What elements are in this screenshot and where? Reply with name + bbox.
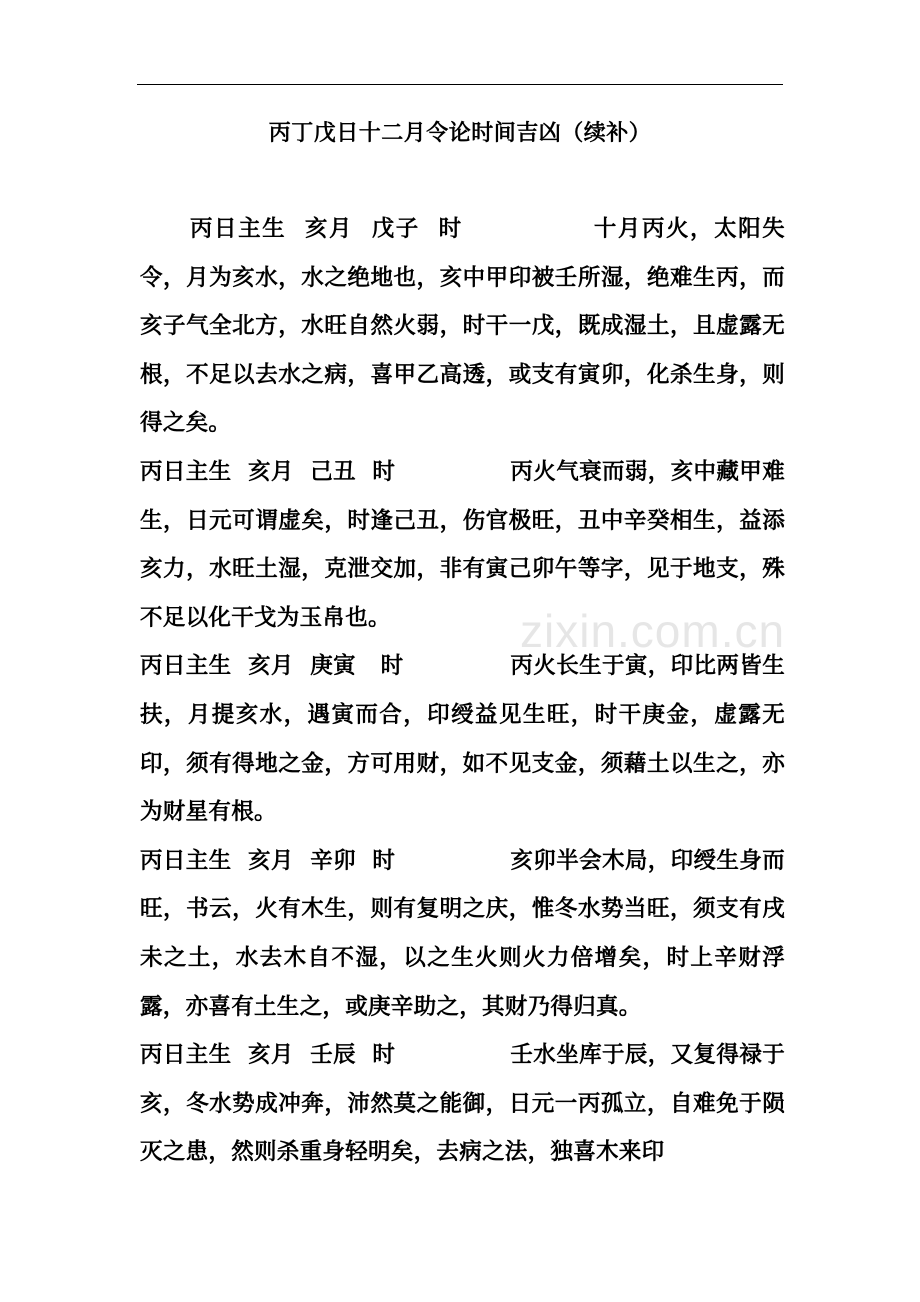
entry-text: 丙火长生于寅，印比两皆生扶，月提亥水，遇寅而合，印绶益见生旺，时干庚金，虚露无印，须有得地之金，方可用财，如不见支金，须藉土以生之，亦为财星有根。 (140, 653, 785, 826)
entry-heading: 丙日主生 亥月 壬辰 时 (140, 1042, 511, 1069)
top-rule (137, 84, 783, 85)
document-body (140, 205, 785, 1177)
entry-xinmao (140, 837, 785, 1031)
entry-heading: 丙日主生 亥月 庚寅 时 (140, 653, 511, 680)
entry-renchen (140, 1031, 785, 1177)
entry-gengyin (140, 642, 785, 836)
entry-heading: 丙日主生 亥月 己丑 时 (140, 458, 511, 485)
entry-text: 壬水坐库于辰，又复得禄于亥，冬水势成冲奔，沛然莫之能御，日元一丙孤立，自难免于陨灭之患，然则杀重身轻明矣，去病之法，独喜木来印 (140, 1042, 785, 1166)
entry-wuzi (140, 205, 785, 448)
watermark: zixin.com.cn (520, 605, 786, 657)
document-title: 丙丁戊日十二月令论时间吉凶（续补） (268, 121, 652, 146)
entry-text: 亥卯半会木局，印绶生身而旺，书云，火有木生，则有复明之庆，惟冬水势当旺，须支有戌未之土，水去木自不湿，以之生火则火力倍增矣，时上辛财浮露，亦喜有土生之，或庚辛助之，其财乃得归真。 (140, 847, 785, 1020)
entry-heading: 丙日主生 亥月 辛卯 时 (140, 847, 511, 874)
entry-text: 十月丙火，太阳失令，月为亥水，水之绝地也，亥中甲印被壬所湿，绝难生丙，而亥子气全北方，水旺自然火弱，时干一戊，既成湿土，且虚露无根，不足以去水之病，喜甲乙高透，或支有寅卯，化杀生身，则得之矣。 (140, 216, 785, 437)
entry-text: 丙火气衰而弱，亥中藏甲难生，日元可谓虚矣，时逢己丑，伤官极旺，丑中辛癸相生，益添亥力，水旺土湿，克泄交加，非有寅己卯午等字，见于地支，殊不足以化干戈为玉帛也。 (140, 458, 785, 631)
entry-heading: 丙日主生 亥月 戊子 时 (190, 216, 594, 242)
